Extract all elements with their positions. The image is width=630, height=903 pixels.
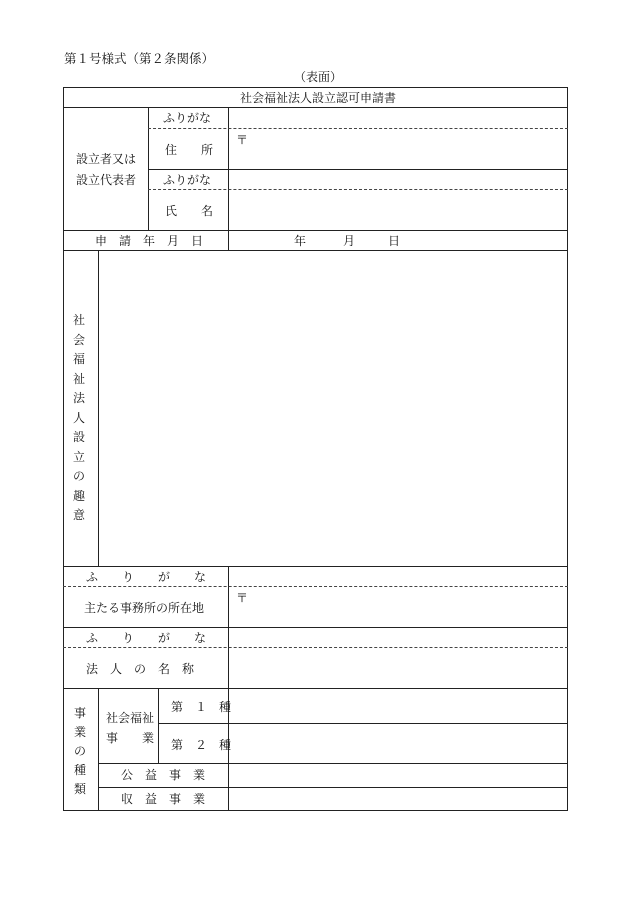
purpose-label-char: 人	[72, 410, 85, 425]
purpose-label-char: 祉	[72, 371, 85, 386]
corp-furigana-dashed-line	[63, 647, 568, 648]
application-date-label: 申 請 年 月 日	[95, 234, 204, 248]
type2-label: 第 ２ 種	[171, 738, 232, 752]
date-col-divider	[228, 230, 229, 250]
type2-divider	[98, 763, 568, 764]
founder-label-line1: 設立者又は	[76, 152, 137, 166]
founder-postal-mark: 〒	[236, 133, 249, 147]
founder-furigana-label: ふりがな	[163, 111, 212, 125]
business-label-char: 事	[73, 706, 86, 720]
business-vertical-label	[73, 707, 87, 802]
business-col-divider-1	[98, 688, 99, 810]
office-location-label: 主たる事務所の所在地	[84, 601, 205, 615]
type1-label: 第 １ 種	[171, 700, 232, 714]
purpose-label-char: 会	[72, 332, 85, 347]
office-furigana-label: ふ り が な	[86, 570, 207, 584]
purpose-label-char: 福	[72, 352, 85, 366]
office-postal-mark: 〒	[236, 591, 249, 605]
type1-divider	[158, 723, 568, 724]
founder-furigana-dashed-line	[148, 128, 568, 129]
welfare-business-line2: 事 業	[106, 731, 155, 745]
purpose-label-char: 社	[72, 313, 85, 327]
purpose-label-char: 趣	[72, 488, 85, 503]
purpose-label-char: 立	[72, 449, 85, 464]
business-label-char: の	[73, 744, 86, 758]
public-business-label: 公 益 事 業	[121, 768, 206, 782]
business-col-divider-2	[158, 688, 159, 763]
purpose-bottom-divider	[63, 566, 568, 567]
date-year: 年	[294, 234, 307, 248]
form-number: 第１号様式（第２条関係）	[64, 51, 215, 66]
purpose-label-char: の	[72, 469, 85, 483]
office-furigana-dashed-line	[63, 586, 568, 587]
form-title: 社会福祉法人設立認可申請書	[240, 91, 397, 105]
side-label: （表面）	[294, 70, 343, 84]
purpose-vertical-label	[72, 314, 86, 529]
profit-business-label: 収 益 事 業	[121, 792, 206, 806]
founder-name-label: 氏 名	[165, 204, 214, 218]
business-label-char: 業	[73, 725, 86, 739]
founder-bottom-divider	[63, 230, 568, 231]
date-day: 日	[388, 234, 401, 248]
founder-label-line2: 設立代表者	[76, 173, 137, 187]
business-label-char: 種	[73, 763, 86, 777]
founder-address-divider	[148, 169, 568, 170]
public-divider	[98, 787, 568, 788]
corp-name-label: 法 人 の 名 称	[86, 662, 195, 676]
title-divider	[63, 107, 568, 108]
corp-bottom-divider	[63, 688, 568, 689]
business-label-char: 類	[73, 782, 86, 796]
purpose-label-char: 意	[72, 508, 85, 522]
frame-right	[567, 87, 568, 811]
purpose-label-char: 法	[72, 391, 85, 405]
frame-top	[63, 87, 568, 88]
welfare-business-line1: 社会福祉	[106, 711, 155, 725]
founder-name-dashed-line	[148, 189, 568, 190]
purpose-col-divider	[98, 250, 99, 566]
founder-address-label: 住 所	[165, 143, 214, 157]
office-bottom-divider	[63, 627, 568, 628]
purpose-label-char: 設	[72, 430, 85, 444]
founder-name-furigana-label: ふりがな	[163, 173, 212, 187]
date-month: 月	[343, 234, 356, 248]
corp-furigana-label: ふ り が な	[86, 631, 207, 645]
frame-left	[63, 87, 64, 811]
frame-bottom	[63, 810, 568, 811]
date-bottom-divider	[63, 250, 568, 251]
